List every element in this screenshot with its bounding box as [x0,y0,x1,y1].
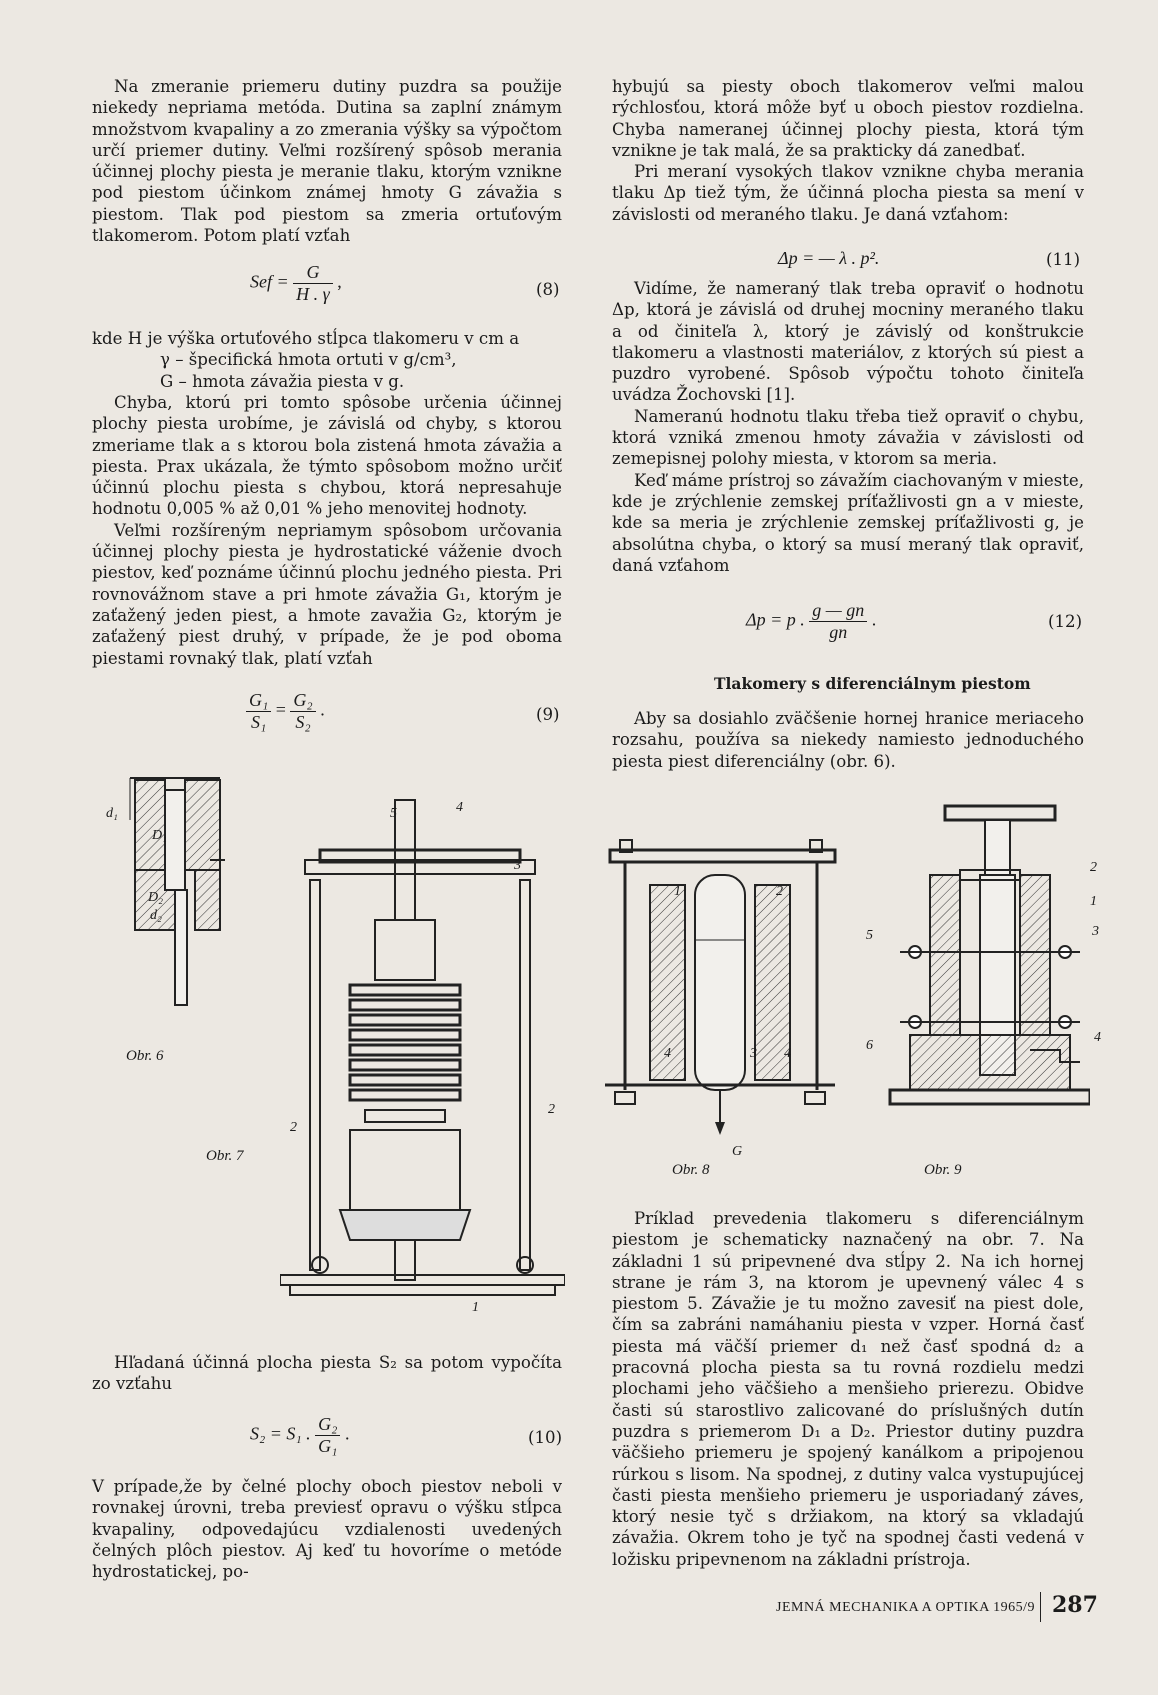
equation-12-number: (12) [1048,612,1083,631]
right-column-3 [612,708,1084,772]
figure-7-drawing [280,770,565,1320]
fig8-label-4b: 4 [784,1046,791,1061]
eq12-lhs: Δp = p . [746,609,805,630]
journal-footer: JEMNÁ MECHANIKA A OPTIKA 1965/9 [776,1600,1035,1615]
figure-9-caption: Obr. 9 [924,1162,962,1178]
fig7-label-5: 5 [390,806,397,821]
right-column [612,76,1084,225]
fig9-label-6: 6 [866,1038,873,1053]
eq9-equals: = [275,699,286,720]
figure-9-drawing [880,800,1090,1130]
equation-9-number: (9) [536,705,560,724]
left-paragraph-3: Veľmi rozšíreným nepriamym spôsobom určovania účinnej plochy piesta je hydrostatické váženie dvoch piestov, keď poznáme účinnú plochu jedného piesta. Pri rovnovážnom stave a pri hmote závažia G₁, ktorým je zaťažený jeden piest, a hmote zavažia G₂, ktorým je zaťažený piest druhý, v prípade, že je pod oboma piestami rovnaký tlak, platí vzťah [92,520,562,668]
equation-8: Sef = $\frac{G}{H . \gamma}$ , [250,262,342,304]
equation-9: $\frac{\text{G₁}}{\text{S₁}}$ = $\frac{\text{G₂}}{\text{S₂}}$ . [246,690,325,733]
eq9-n2: G₂ [290,690,315,712]
eq9-d1: S₁ [251,712,267,732]
fig6-label-D2: D₂ [148,890,163,905]
left-paragraph-4: Hľadaná účinná plocha piesta S₂ sa potom vypočíta zo vzťahu [92,1353,562,1394]
eq8-fraction [293,262,333,305]
def-gamma: γ – špecifická hmota ortuti v g/cm³, [160,350,457,370]
equation-8-number: (8) [536,280,560,299]
fig8-label-1: 1 [674,884,681,899]
eq8-denominator: H . γ [296,284,330,304]
eq10-lhs: S₂ = S₁ . [250,1423,311,1444]
equation-11-number: (11) [1046,250,1081,269]
fig6-label-D1: D₁ [152,828,167,843]
fig7-label-4: 4 [456,800,463,815]
eq8-lhs: Sef = [250,271,289,292]
fig7-label-1: 1 [472,1300,479,1315]
fig8-label-3: 3 [750,1046,757,1061]
figure-8-drawing [605,830,840,1140]
eq10-denominator: G₁ [318,1436,338,1456]
fig9-label-4: 4 [1094,1030,1101,1045]
fig8-label-4a: 4 [664,1046,671,1061]
right-paragraph-3: Vidíme, že nameraný tlak treba opraviť o hodnotu Δp, ktorá je závislá od druhej mocniny meraného tlaku a od činiteľa λ, ktorý je závislý od konštrukcie tlakomeru a vlastnosti materiálov, z ktorých sú piest a puzdro vyrobené. Spôsob výpočtu tohoto činiteľa uvádza Žochovski [1]. [612,279,1084,405]
figure-6-caption: Obr. 6 [126,1048,164,1064]
fig8-label-G: G [732,1144,743,1159]
equation-10-number: (10) [528,1428,563,1447]
eq8-numerator: G [293,262,333,284]
right-paragraph-1: hybujú sa piesty oboch tlakomerov veľmi malou rýchlosťou, ktorá môže byť u oboch piestov rozdielna. Chyba nameranej účinnej plochy piesta, ktorá tým vznikne je tak malá, že sa prakticky dá zanedbať. [612,77,1084,160]
eq12-denominator: gn [829,622,848,642]
equation-11: Δp = — λ . p². [778,248,880,268]
left-column-2 [92,392,562,669]
eq12-dot: . [871,609,877,630]
figure-6-drawing [60,760,225,1020]
right-paragraph-4: Nameranú hodnotu tlaku třeba tiež opraviť o chybu, ktorá vzniká zmenou hmoty závažia v závislosti od zemepisnej polohy miesta, v ktorom sa meria. [612,406,1084,469]
fig6-label-d1: d₁ [106,806,118,821]
eq12-numerator: g — gn [809,600,867,622]
left-paragraph-5: V prípade,že by čelné plochy oboch piestov neboli v rovnakej úrovni, treba previesť opravu o výšku stĺpca kvapaliny, odpovedajúcu vzdialenosti uvedených čelných plôch piestov. Aj keď tu hovoríme o metóde hydrostatickej, po- [92,1477,562,1582]
definitions [92,328,562,392]
equation-12 [746,600,876,643]
left-column-4 [92,1476,562,1582]
right-paragraph-6: Aby sa dosiahlo zväčšenie hornej hranice meriaceho rozsahu, používa sa niekedy namiesto jednoduchého piesta piest diferenciálny (obr. 6). [612,709,1084,771]
def-g: G – hmota závažia piesta v g. [160,371,405,391]
left-paragraph-2: Chyba, ktorú pri tomto spôsobe určenia účinnej plochy piesta urobíme, je závislá od chyby, s ktorou zmeriame tlak a s ktorou bola zistená hmota závažia a piesta. Prax ukázala, že týmto spôsobom možno určiť účinnú plochu piesta s chybou, ktorá nepresahuje hodnotu 0,005 % až 0,01 % jeho menovitej hodnoty. [92,393,562,519]
left-column-3 [92,1352,562,1395]
left-paragraph-1: Na zmeranie priemeru dutiny puzdra sa použije niekedy nepriama metóda. Dutina sa zaplní známym množstvom kvapaliny a zo zmerania výšky sa výpočtom určí priemer dutiny. Veľmi rozšírený spôsob merania účinnej plochy piesta je meranie tlaku, ktorým vznikne pod piestom účinkom známej hmoty G závažia s piestom. Tlak pod piestom sa zmeria ortuťovým tlakomerom. Potom platí vzťah [92,77,562,246]
fig7-label-2b: 2 [548,1102,555,1117]
equation-10: S₂ = S₁ . $\frac{\text{G₂}}{\text{G₁}}$ . [250,1414,350,1456]
fig9-label-5: 5 [866,928,873,943]
right-column-4 [612,1208,1084,1570]
fig9-label-1: 1 [1090,894,1097,909]
fig7-label-2a: 2 [290,1120,297,1135]
fig9-label-2: 2 [1090,860,1097,875]
eq9-d2: S₂ [295,712,311,732]
figure-8-caption: Obr. 8 [672,1162,710,1178]
def-h: kde H je výška ortuťového stĺpca tlakomeru v cm a [92,329,520,348]
right-paragraph-2: Pri meraní vysokých tlakov vznikne chyba merania tlaku Δp tiež tým, že účinná plocha piesta sa mení v závislosti od meraného tlaku. Je daná vzťahom: [612,162,1084,224]
eq9-n1: G₁ [246,690,271,712]
fig6-label-d2: d₂ [150,908,162,923]
fig9-label-3: 3 [1092,924,1099,939]
section-heading: Tlakomery s diferenciálnym piestom [714,674,1031,693]
right-column-2 [612,278,1084,576]
fig7-label-3: 3 [514,858,521,873]
right-paragraph-5: Keď máme prístroj so závažím ciachovaným v mieste, kde je zrýchlenie zemskej príťažlivosti gn a v mieste, kde sa meria je zrýchlenie zemskej príťažlivosti g, je absolútna chyba, o ktorý sa musí meraný tlak opraviť, daná vzťahom [612,470,1084,575]
page-number: 287 [1052,1592,1098,1618]
eq10-numerator: G₂ [315,1414,340,1436]
footer-divider [1040,1592,1041,1622]
figure-7-caption: Obr. 7 [206,1148,244,1164]
left-column [92,76,562,246]
right-paragraph-7: Príklad prevedenia tlakomeru s diferenciálnym piestom je schematicky naznačený na obr. 7. Na základni 1 sú pripevnené dva stĺpy 2. Na ich hornej strane je rám 3, na ktorom je upevnený válec 4 s piestom 5. Závažie je tu možno zavesiť na piest dole, čím sa zabráni namáhaniu piesta v vzper. Horná časť piesta má väčší priemer d₁ než časť spodná d₂ a pracovná plocha piesta sa tu rovná rozdielu medzi plochami jeho väčšieho a menšieho prierezu. Obidve časti sú starostlivo zalicované do príslušných dutín puzdra s priemerom D₁ a D₂. Priestor dutiny puzdra väčšieho priemeru je spojený kanálkom a pripojenou rúrkou s lisom. Na spodnej, z dutiny valca vystupujúcej časti piesta menšieho priemeru je usporiadaný záves, ktorý nesie tyč s držiakom, na ktorý sa vkladajú závažia. Okrem toho je tyč na spodnej časti vedená v ložisku pripevnenom na základni prístroja. [612,1209,1084,1569]
fig8-label-2: 2 [776,884,783,899]
